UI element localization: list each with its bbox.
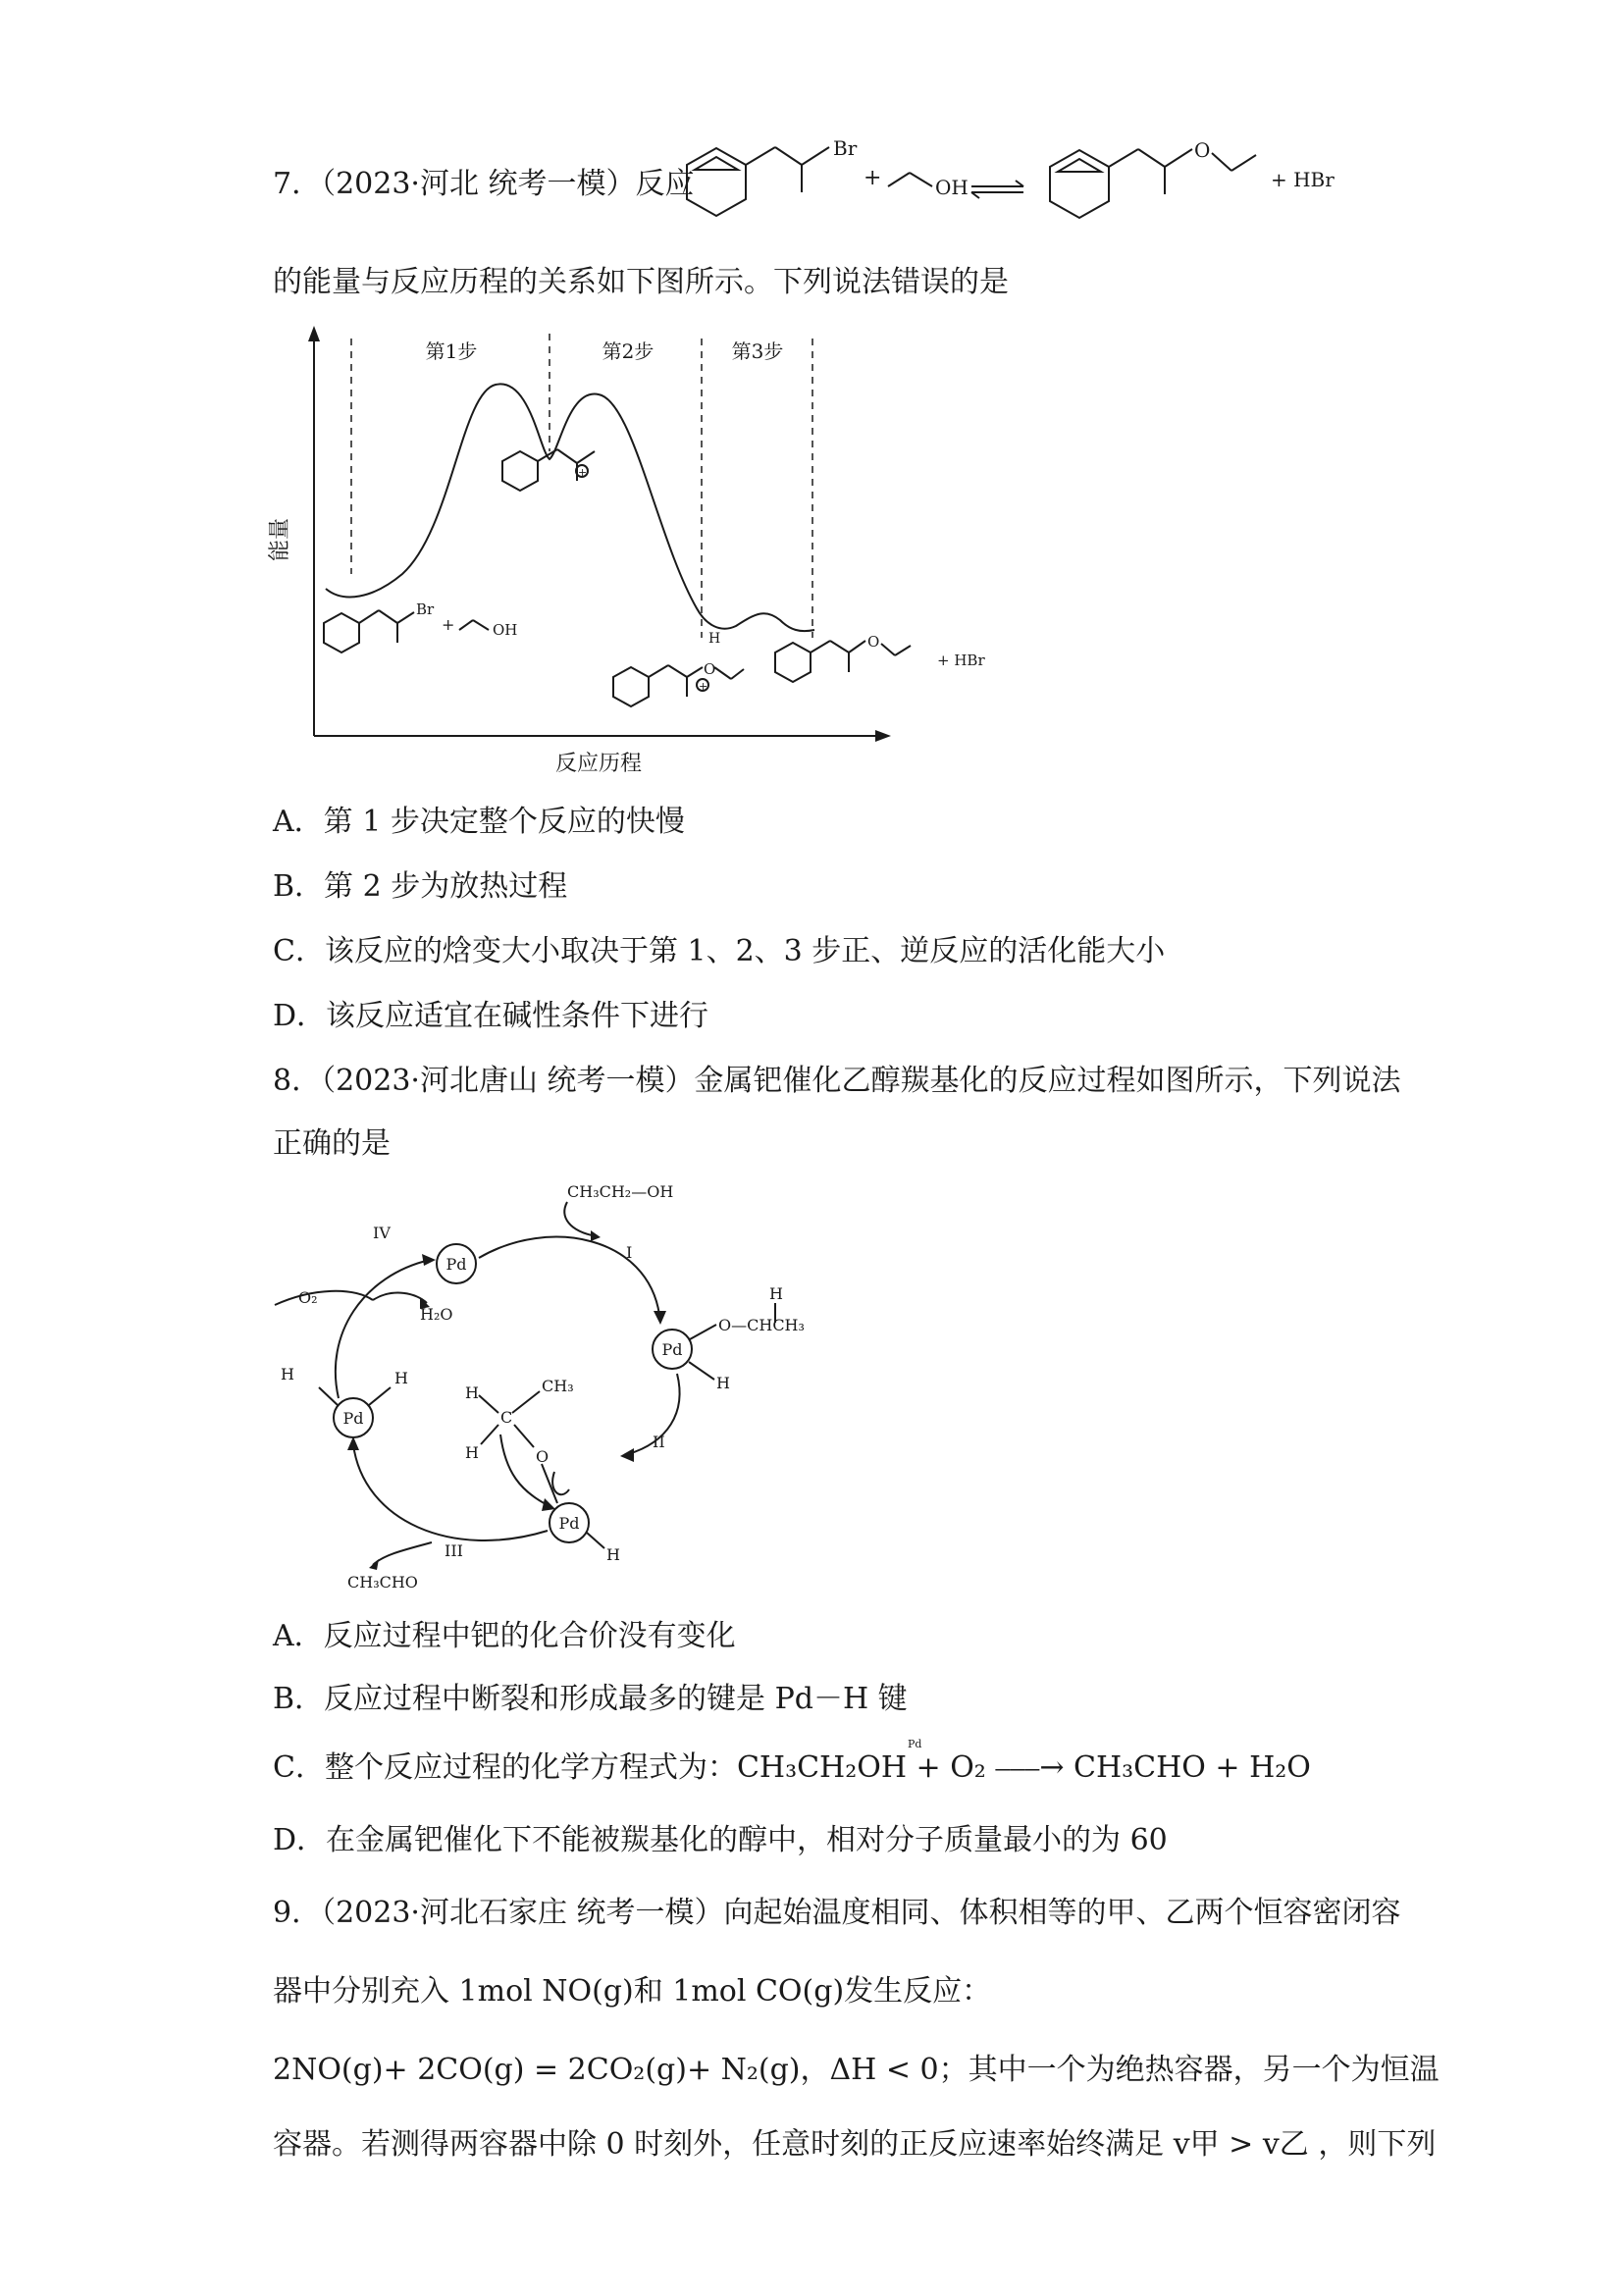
benzene-ring-icon: [1050, 150, 1109, 218]
svg-text:O₂: O₂: [298, 1288, 318, 1307]
q9-line1: 9．（2023·河北石家庄 统考一模）向起始温度相同、体积相等的甲、乙两个恒容密闭容: [273, 1896, 1401, 1930]
q7-stem-line2: 的能量与反应历程的关系如下图所示。下列说法错误的是: [273, 265, 1009, 299]
svg-text:H: H: [606, 1545, 620, 1564]
svg-text:H: H: [716, 1374, 730, 1392]
svg-text:IV: IV: [373, 1224, 391, 1242]
svg-text:H: H: [394, 1369, 408, 1387]
svg-text:H₂O: H₂O: [420, 1305, 453, 1324]
q7-energy-diagram: [245, 314, 1030, 785]
svg-text:CH₃CHO: CH₃CHO: [347, 1573, 418, 1592]
q8-option-c: C．整个反应过程的化学方程式为：CH₃CH₂OH + O₂ ⎯⎯⎯→ CH₃CHO + H₂O: [273, 1750, 1311, 1785]
svg-text:Pd: Pd: [558, 1514, 580, 1533]
y-axis-label: 能量: [268, 517, 292, 562]
q7-option-d: D．该反应适宜在碱性条件下进行: [273, 999, 709, 1033]
q9-line3: 2NO(g)+ 2CO(g) = 2CO₂(g)+ N₂(g)，ΔH < 0；其中一个为绝热容器，另一个为恒温: [273, 2053, 1440, 2087]
reactant-br-label: Br: [833, 136, 858, 160]
svg-text:H: H: [465, 1443, 479, 1462]
svg-text:Pd: Pd: [445, 1255, 467, 1274]
svg-text:+: +: [442, 615, 455, 634]
alcohol-oh-label: OH: [935, 176, 969, 199]
svg-text:O: O: [704, 660, 716, 678]
q9-line2: 器中分别充入 1mol NO(g)和 1mol CO(g)发生反应：: [273, 1974, 992, 2009]
step2-label: 第2步: [602, 339, 654, 363]
svg-text:III: III: [445, 1541, 463, 1560]
q7-stem-prefix: 7．（2023·河北 统考一模）反应: [273, 167, 695, 201]
step3-label: 第3步: [731, 339, 784, 363]
q7-option-c: C．该反应的焓变大小取决于第 1、2、3 步正、逆反应的活化能大小: [273, 934, 1166, 968]
svg-text:H: H: [281, 1365, 294, 1383]
svg-text:O: O: [536, 1447, 550, 1466]
q8-catalyst-label: Pd: [908, 1738, 922, 1750]
x-axis-label: 反应历程: [554, 752, 643, 776]
q9-line4: 容器。若测得两容器中除 0 时刻外，任意时刻的正反应速率始终满足 v甲 > v乙 ，则下列: [273, 2127, 1437, 2162]
q8-option-d: D．在金属钯催化下不能被羰基化的醇中，相对分子质量最小的为 60: [273, 1823, 1168, 1857]
product-o-label: O: [1194, 138, 1211, 162]
svg-text:CH₃CH₂—OH: CH₃CH₂—OH: [567, 1182, 674, 1201]
svg-text:+ HBr: + HBr: [937, 652, 985, 669]
svg-text:+: +: [699, 680, 708, 693]
q7-option-b: B．第 2 步为放热过程: [273, 869, 568, 904]
svg-text:Pd: Pd: [661, 1340, 683, 1359]
svg-text:O: O: [867, 633, 880, 651]
q8-option-b: B．反应过程中断裂和形成最多的键是 Pd－H 键: [273, 1682, 908, 1716]
svg-text:+: +: [578, 466, 588, 479]
svg-text:O—CHCH₃: O—CHCH₃: [718, 1316, 805, 1334]
svg-text:CH₃: CH₃: [542, 1377, 574, 1395]
q8-stem-line2: 正确的是: [273, 1126, 391, 1161]
svg-text:OH: OH: [493, 621, 518, 639]
svg-text:+: +: [864, 166, 882, 190]
svg-text:C: C: [500, 1408, 513, 1427]
svg-text:H: H: [465, 1383, 479, 1402]
svg-text:II: II: [653, 1433, 665, 1451]
q7-reaction-scheme: [653, 126, 1359, 243]
step1-label: 第1步: [425, 339, 478, 363]
q7-option-a: A．第 1 步决定整个反应的快慢: [273, 805, 685, 839]
svg-text:Br: Br: [416, 600, 435, 618]
byproduct-hbr: + HBr: [1271, 168, 1335, 191]
svg-text:H: H: [769, 1284, 783, 1303]
benzene-ring-icon: [687, 148, 746, 216]
svg-text:I: I: [626, 1243, 633, 1262]
svg-text:H: H: [708, 631, 721, 647]
q8-catalytic-cycle: [255, 1177, 864, 1609]
q8-stem-line1: 8．（2023·河北唐山 统考一模）金属钯催化乙醇羰基化的反应过程如图所示，下列说法: [273, 1064, 1401, 1098]
q8-option-a: A．反应过程中钯的化合价没有变化: [273, 1619, 736, 1653]
energy-curve: [326, 384, 814, 631]
svg-text:Pd: Pd: [342, 1409, 364, 1428]
